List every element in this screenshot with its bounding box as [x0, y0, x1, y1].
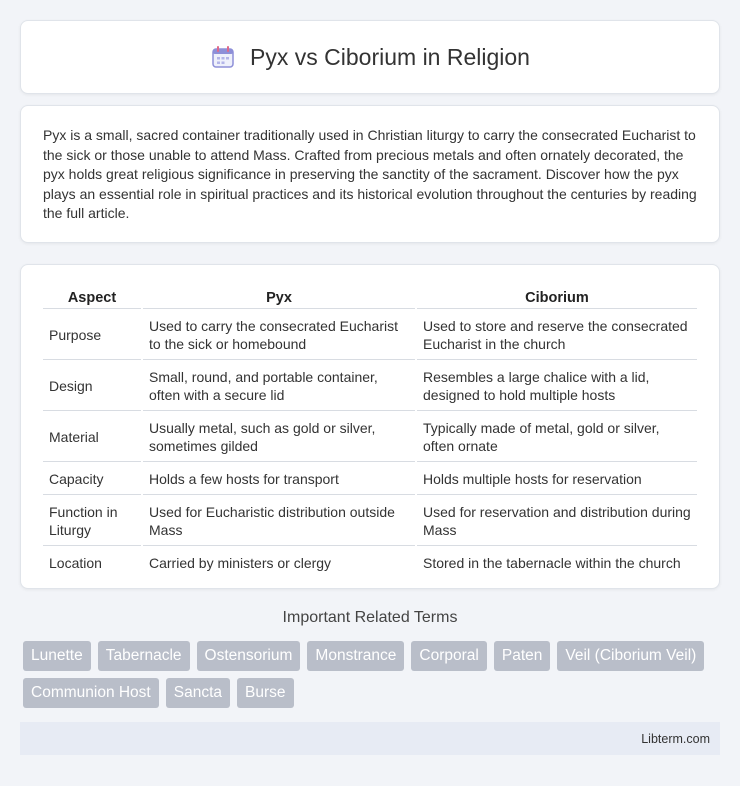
table-row: [43, 464, 697, 495]
tag-corporal[interactable]: Corporal: [411, 641, 486, 671]
footer-brand-link[interactable]: Libterm.com: [641, 731, 710, 746]
tag-burse[interactable]: Burse: [237, 678, 294, 708]
header-card: [20, 20, 720, 94]
tag-sancta[interactable]: Sancta: [166, 678, 230, 708]
intro-text: Pyx is a small, sacred container traditionally used in Christian liturgy to carry the consecrated Eucharist to the sick or those unable to attend Mass. Crafted from precious metals and often ornately decorated, the pyx holds great religious significance in preserving the sanctity of the sacrament. Discover how the pyx plays an essential role in spiritual practices and its historical evolution throughout the centuries by reading the full article.: [43, 127, 697, 221]
title-wrap: [210, 44, 530, 71]
cell-ciborium: Stored in the tabernacle within the church: [423, 555, 681, 571]
tag-veil[interactable]: Veil (Ciborium Veil): [557, 641, 704, 671]
cell-pyx: Carried by ministers or clergy: [149, 555, 332, 571]
table-row: [43, 548, 697, 578]
table-row: [43, 311, 697, 360]
comparison-table-card: [20, 264, 720, 589]
tag-communion-host[interactable]: Communion Host: [23, 678, 159, 708]
cell-pyx: Used for Eucharistic distribution outside Mass: [143, 497, 415, 546]
cell-ciborium: Used for reservation and distribution during Mass: [417, 497, 697, 546]
cell-aspect: Location: [49, 555, 102, 571]
cell-aspect: Capacity: [43, 464, 141, 495]
footer: [20, 722, 720, 755]
comparison-table: [41, 285, 699, 580]
tag-paten[interactable]: Paten: [494, 641, 551, 671]
tag-ostensorium[interactable]: Ostensorium: [197, 641, 301, 671]
tag-lunette[interactable]: Lunette: [23, 641, 91, 671]
tag-monstrance[interactable]: Monstrance: [307, 641, 404, 671]
cell-ciborium: Used to store and reserve the consecrated Eucharist in the church: [417, 311, 697, 360]
cell-aspect: Purpose: [43, 311, 141, 360]
table-row: [43, 362, 697, 411]
page-title: Pyx vs Ciborium in Religion: [250, 43, 530, 70]
cell-aspect: Material: [43, 413, 141, 462]
column-header-pyx: Pyx: [143, 287, 415, 309]
table-row: [43, 497, 697, 546]
cell-pyx: Small, round, and portable container, often with a secure lid: [143, 362, 415, 411]
column-header-aspect: Aspect: [43, 287, 141, 309]
related-terms-tags: [23, 641, 723, 708]
related-terms-title: Important Related Terms: [282, 609, 458, 626]
cell-aspect: Design: [43, 362, 141, 411]
table-row: [43, 413, 697, 462]
column-header-ciborium: Ciborium: [417, 287, 697, 309]
cell-pyx: Used to carry the consecrated Eucharist to the sick or homebound: [143, 311, 415, 360]
cell-pyx: Holds a few hosts for transport: [143, 464, 415, 495]
intro-card: [20, 105, 720, 243]
cell-pyx: Usually metal, such as gold or silver, sometimes gilded: [143, 413, 415, 462]
cell-ciborium: Resembles a large chalice with a lid, designed to hold multiple hosts: [417, 362, 697, 411]
cell-ciborium: Holds multiple hosts for reservation: [417, 464, 697, 495]
cell-ciborium: Typically made of metal, gold or silver, often ornate: [417, 413, 697, 462]
cell-aspect: Function in Liturgy: [43, 497, 141, 546]
calendar-icon: [210, 44, 236, 70]
tag-tabernacle[interactable]: Tabernacle: [98, 641, 190, 671]
table-header-row: [43, 287, 697, 309]
